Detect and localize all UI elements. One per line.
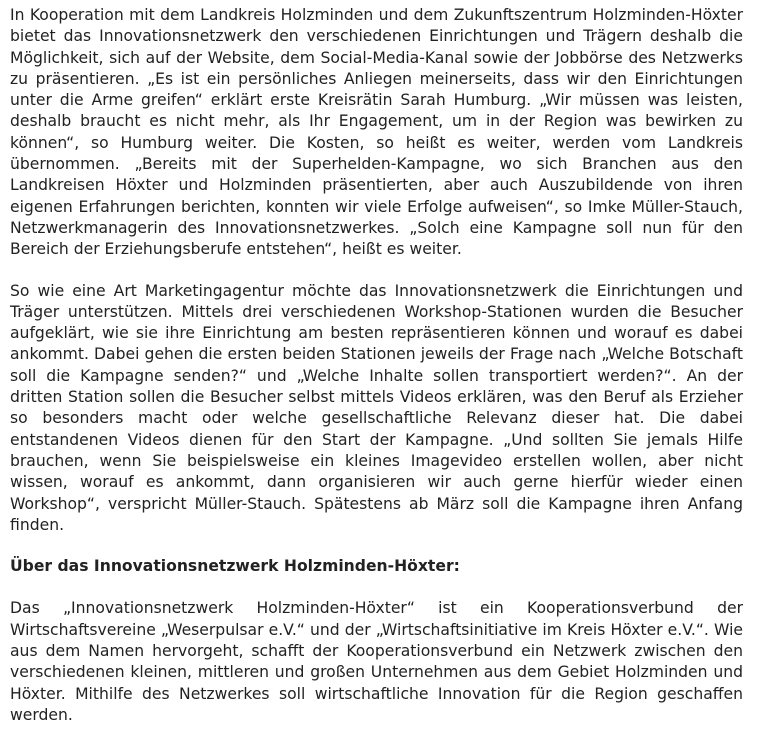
paragraph-about-network: Das „Innovationsnetzwerk Holzminden-Höxter“ ist ein Kooperationsverbund der Wirtschaftsvereine „Weserpulsar e.V.“ und der „Wirtschaftsinitiative im Kreis Höxter e.V.“. Wie aus dem Namen hervorgeht, schafft der Kooperationsverbund ein Netzwerk zwischen den verschiedenen kleinen, mittleren und großen Unternehmen aus dem Gebiet Holzminden und Höxter. Mithilfe des Netzwerkes soll wirtschaftliche Innovation für die Region geschaffen werden. (10, 599, 743, 724)
paragraph-intro: In Kooperation mit dem Landkreis Holzminden und dem Zukunftszentrum Holzminden-Höxter bietet das Innovationsnetzwerk den verschiedenen Einrichtungen und Trägern deshalb die Möglichkeit, sich auf der Website, dem Social-Media-Kanal sowie der Jobbörse des Netzwerks zu präsentieren. „Es ist ein persönliches Anliegen meinerseits, dass wir den Einrichtungen unter die Arme greifen“ erklärt erste Kreisrätin Sarah Humburg. „Wir müssen was leisten, deshalb braucht es nicht mehr, als Ihr Engagement, um in der Region was bewirken zu können“, so Humburg weiter. Die Kosten, so heißt es weiter, werden vom Landkreis übernommen. „Bereits mit der Superhelden-Kampagne, wo sich Branchen aus den Landkreisen Höxter und Holzminden präsentierten, aber auch Auszubildende von ihren eigenen Erfahrungen berichten, konnten wir viele Erfolge aufweisen“, so Imke Müller-Stauch, Netzwerkmanagerin des Innovationsnetzwerkes. „Solch eine Kampagne soll nun für den Bereich der Erziehungsberufe entstehen“, heißt es weiter. (10, 6, 743, 259)
paragraph-workshop: So wie eine Art Marketingagentur möchte das Innovationsnetzwerk die Einrichtungen und Träger unterstützen. Mittels drei verschiedenen Workshop-Stationen wurden die Besucher aufgeklärt, wie sie ihre Einrichtung am besten repräsentieren können und worauf es dabei ankommt. Dabei gehen die ersten beiden Stationen jeweils der Frage nach „Welche Botschaft soll die Kampagne senden?“ und „Welche Inhalte sollen transportiert werden?“. An der dritten Station sollen die Besucher selbst mittels Videos erklären, was den Beruf als Erzieher so besonders macht oder welche gesellschaftliche Relevanz dieser hat. Die dabei entstandenen Videos dienen für den Start der Kampagne. „Und sollten Sie jemals Hilfe brauchen, wenn Sie beispielsweise ein kleines Imagevideo erstellen wollen, aber nicht wissen, worauf es ankommt, dann organisieren wir auch gerne hierfür wieder einen Workshop“, verspricht Müller-Stauch. Spätestens ab März soll die Kampagne ihren Anfang finden. (10, 281, 743, 534)
section-heading: Über das Innovationsnetzwerk Holzminden-Höxter: (10, 557, 460, 576)
